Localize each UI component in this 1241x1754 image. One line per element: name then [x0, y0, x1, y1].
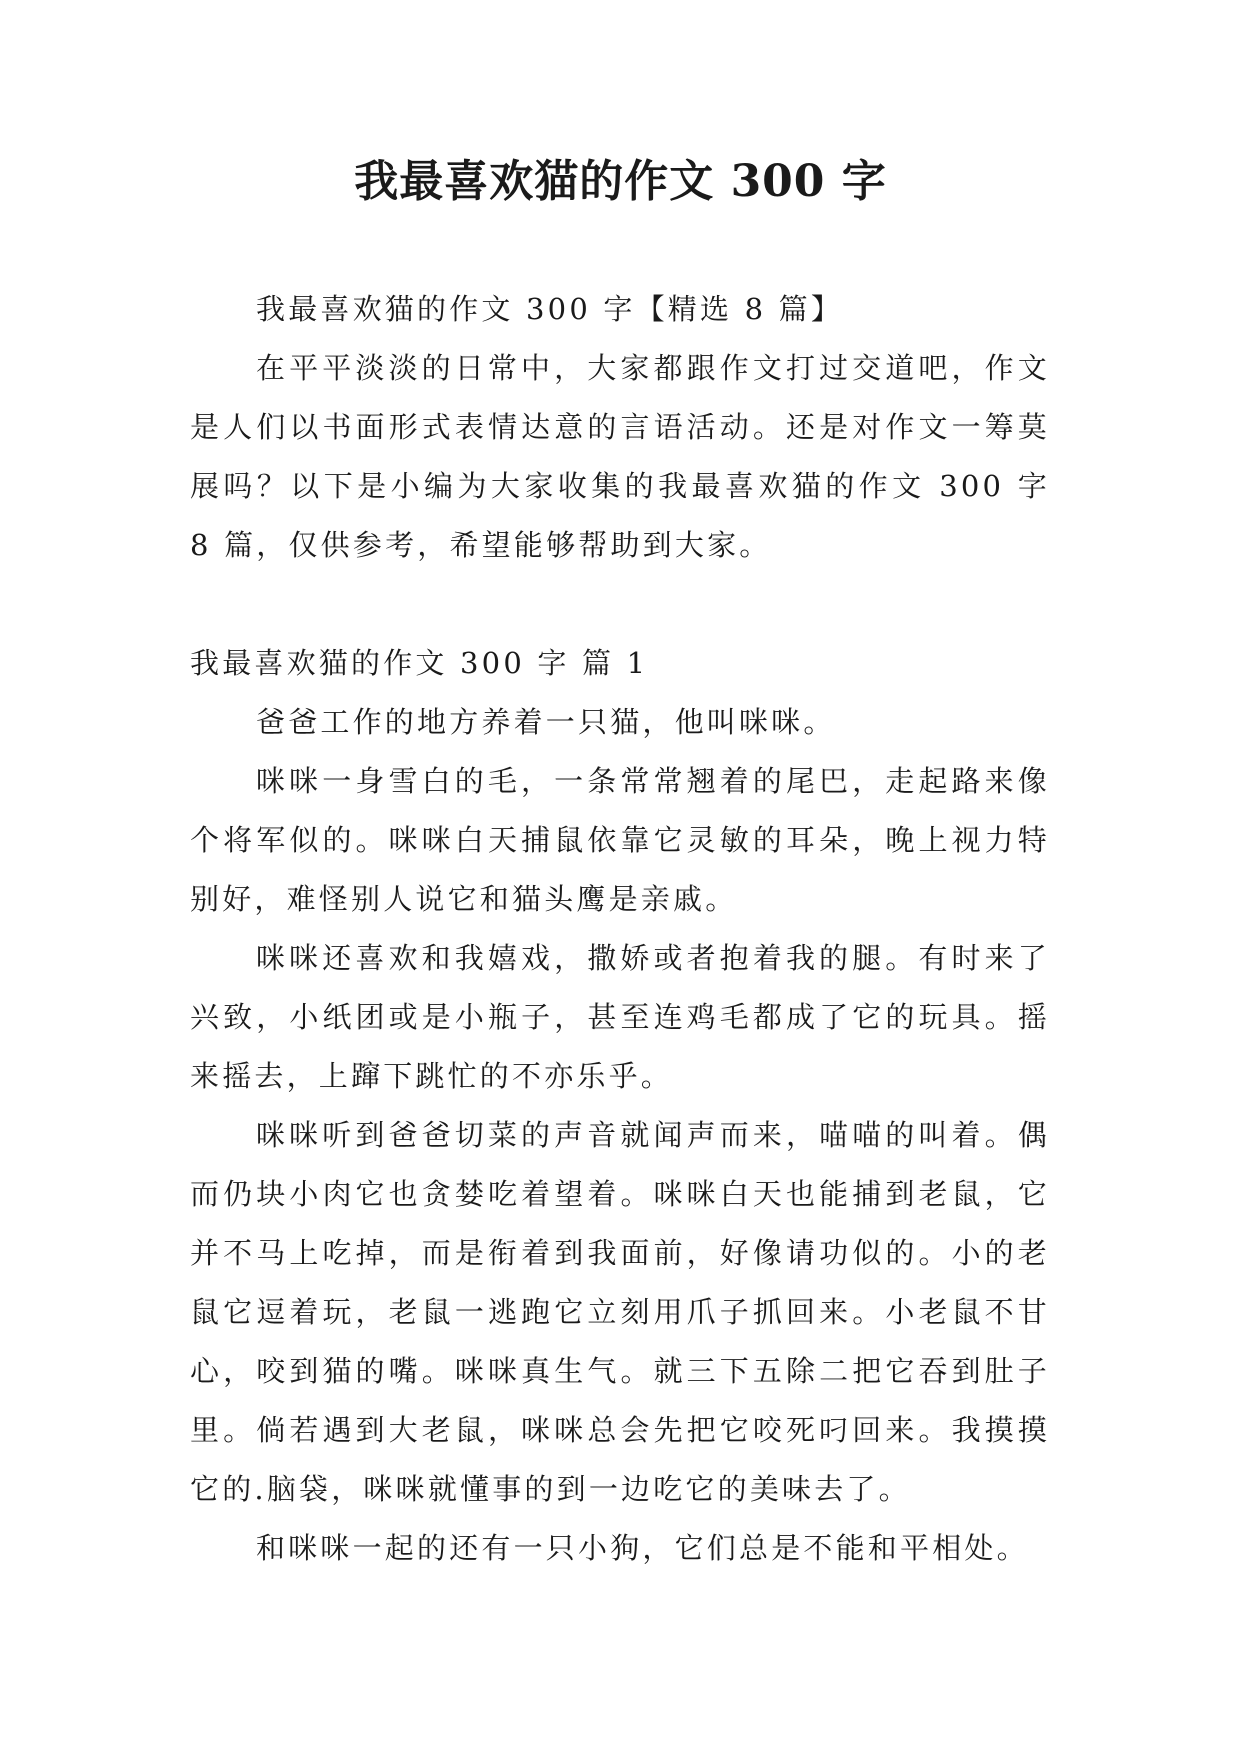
body-paragraph: 咪咪一身雪白的毛，一条常常翘着的尾巴，走起路来像个将军似的。咪咪白天捕鼠依靠它灵敏的耳朵，晚上视力特别好，难怪别人说它和猫头鹰是亲戚。: [190, 764, 1050, 916]
section-spacer: [190, 575, 1050, 634]
document-body: [190, 280, 1050, 1578]
document-title: 我最喜欢猫的作文 300 字: [354, 156, 887, 207]
body-paragraph: 和咪咪一起的还有一只小狗，它们总是不能和平相处。: [256, 1531, 1029, 1565]
section-heading: 我最喜欢猫的作文 300 字 篇 1: [190, 646, 649, 680]
intro-paragraph: 在平平淡淡的日常中，大家都跟作文打过交道吧，作文是人们以书面形式表情达意的言语活动。还是对作文一筹莫展吗？以下是小编为大家收集的我最喜欢猫的作文 300 字 8 篇，仅供参考，希望能够帮助到大家。: [190, 351, 1050, 562]
body-paragraph: 咪咪听到爸爸切菜的声音就闻声而来，喵喵的叫着。偶而仍块小肉它也贪婪吃着望着。咪咪白天也能捕到老鼠，它并不马上吃掉，而是衔着到我面前，好像请功似的。小的老鼠它逗着玩，老鼠一逃跑它立刻用爪子抓回来。小老鼠不甘心，咬到猫的嘴。咪咪真生气。就三下五除二把它吞到肚子里。倘若遇到大老鼠，咪咪总会先把它咬死叼回来。我摸摸它的.脑袋，咪咪就懂事的到一边吃它的美味去了。: [190, 1118, 1050, 1506]
body-paragraph: 爸爸工作的地方养着一只猫，他叫咪咪。: [256, 705, 836, 739]
intro-line: 我最喜欢猫的作文 300 字【精选 8 篇】: [256, 292, 844, 326]
body-paragraph: 咪咪还喜欢和我嬉戏，撒娇或者抱着我的腿。有时来了兴致，小纸团或是小瓶子，甚至连鸡毛都成了它的玩具。摇来摇去，上蹿下跳忙的不亦乐乎。: [190, 941, 1050, 1093]
